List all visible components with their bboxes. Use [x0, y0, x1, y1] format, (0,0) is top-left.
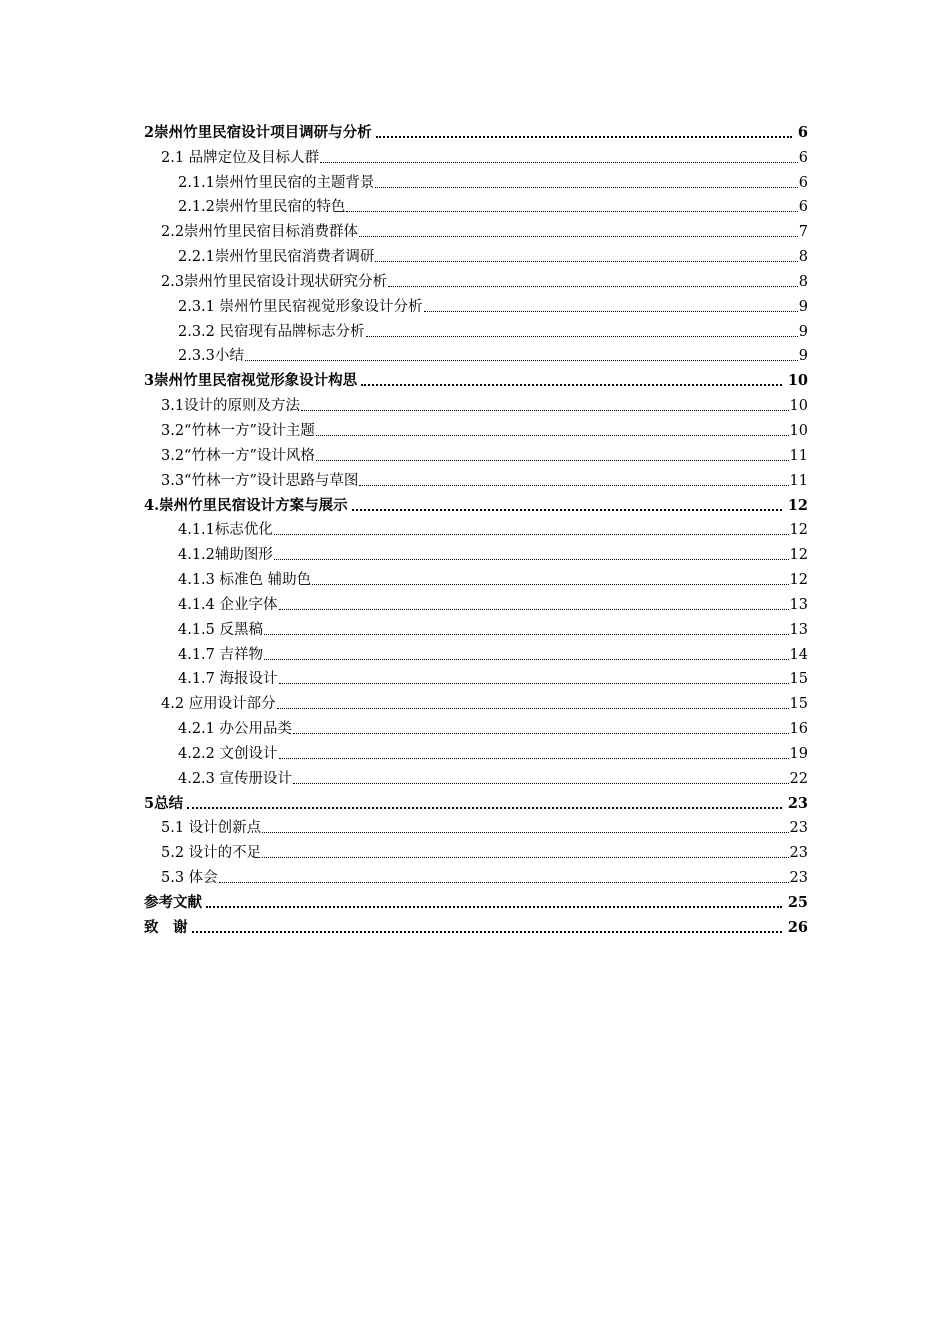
toc-entry[interactable] — [144, 813, 808, 838]
toc-entry-title: 5总结 — [144, 794, 184, 812]
toc-entry-title: 4.2.1 办公用品类 — [178, 721, 293, 738]
toc-entry-page-number: 9 — [798, 323, 808, 340]
toc-entry[interactable] — [144, 539, 808, 564]
toc-dot-leader — [192, 931, 782, 933]
toc-entry-page-number: 13 — [789, 621, 808, 638]
toc-dot-leader — [388, 286, 798, 287]
toc-dot-leader — [279, 683, 789, 684]
toc-dot-leader — [264, 634, 789, 635]
toc-entry[interactable] — [144, 589, 808, 614]
toc-entry[interactable] — [144, 490, 808, 515]
toc-entry[interactable] — [144, 192, 808, 217]
toc-entry-page-number: 10 — [789, 422, 808, 439]
toc-entry[interactable] — [144, 862, 808, 887]
toc-entry[interactable] — [144, 564, 808, 589]
toc-dot-leader — [376, 136, 792, 138]
toc-entry-page-number: 9 — [798, 298, 808, 315]
toc-entry-page-number: 25 — [787, 894, 808, 911]
toc-dot-leader — [375, 187, 797, 188]
toc-entry-page-number: 23 — [787, 794, 808, 812]
toc-entry[interactable] — [144, 241, 808, 266]
toc-entry-title: 2.1.2崇州竹里民宿的特色 — [178, 199, 346, 216]
toc-entry[interactable] — [144, 440, 808, 465]
toc-entry-title: 4.崇州竹里民宿设计方案与展示 — [144, 496, 348, 514]
toc-entry-page-number: 15 — [789, 671, 808, 688]
toc-entry[interactable] — [144, 688, 808, 713]
toc-entry-page-number: 6 — [798, 174, 808, 191]
toc-dot-leader — [361, 384, 782, 386]
toc-entry-page-number: 6 — [798, 199, 808, 216]
toc-entry-title: 4.1.4 企业字体 — [178, 596, 278, 613]
toc-entry-page-number: 26 — [787, 918, 808, 936]
toc-entry-page-number: 11 — [789, 472, 808, 489]
toc-entry-title: 5.1 设计创新点 — [161, 820, 262, 837]
toc-entry-page-number: 19 — [789, 745, 808, 762]
toc-dot-leader — [277, 708, 789, 709]
toc-dot-leader — [346, 211, 797, 212]
toc-entry[interactable] — [144, 788, 808, 813]
toc-entry-page-number: 7 — [798, 224, 808, 241]
toc-entry-page-number: 23 — [789, 870, 808, 887]
toc-dot-leader — [375, 261, 797, 262]
toc-dot-leader — [279, 609, 789, 610]
toc-entry-title: 4.1.3 标准色 辅助色 — [178, 572, 312, 589]
toc-dot-leader — [279, 758, 789, 759]
toc-entry-page-number: 15 — [789, 696, 808, 713]
toc-entry[interactable] — [144, 117, 808, 142]
toc-entry-page-number: 23 — [789, 820, 808, 837]
toc-entry[interactable] — [144, 664, 808, 689]
toc-entry[interactable] — [144, 341, 808, 366]
toc-dot-leader — [312, 584, 788, 585]
toc-entry-title: 4.1.7 吉祥物 — [178, 646, 264, 663]
toc-entry[interactable] — [144, 639, 808, 664]
toc-entry[interactable] — [144, 465, 808, 490]
toc-entry-title: 2崇州竹里民宿设计项目调研与分析 — [144, 123, 372, 141]
toc-entry-title: 3.1设计的原则及方法 — [161, 398, 301, 415]
toc-entry-page-number: 11 — [789, 447, 808, 464]
toc-entry-title: 2.3崇州竹里民宿设计现状研究分析 — [161, 273, 388, 290]
toc-entry-page-number: 13 — [789, 596, 808, 613]
toc-entry[interactable] — [144, 912, 808, 937]
toc-entry[interactable] — [144, 291, 808, 316]
toc-entry[interactable] — [144, 216, 808, 241]
toc-dot-leader — [262, 857, 788, 858]
toc-dot-leader — [316, 460, 789, 461]
toc-dot-leader — [359, 236, 798, 237]
toc-entry[interactable] — [144, 266, 808, 291]
toc-entry-title: 2.3.3小结 — [178, 348, 244, 365]
table-of-contents — [144, 117, 808, 937]
toc-entry-title: 2.1 品牌定位及目标人群 — [161, 149, 320, 166]
toc-entry-title: 3.2“竹林一方”设计主题 — [161, 422, 315, 439]
toc-entry-title: 3崇州竹里民宿视觉形象设计构思 — [144, 372, 358, 390]
toc-entry-title: 4.1.7 海报设计 — [178, 671, 278, 688]
toc-entry-page-number: 16 — [789, 721, 808, 738]
toc-entry[interactable] — [144, 390, 808, 415]
toc-entry[interactable] — [144, 837, 808, 862]
toc-dot-leader — [366, 336, 798, 337]
toc-entry-page-number: 6 — [798, 149, 808, 166]
toc-entry[interactable] — [144, 887, 808, 912]
toc-dot-leader — [274, 559, 789, 560]
toc-dot-leader — [320, 162, 798, 163]
toc-dot-leader — [352, 509, 782, 511]
toc-entry[interactable] — [144, 763, 808, 788]
toc-entry-title: 2.1.1崇州竹里民宿的主题背景 — [178, 174, 375, 191]
toc-entry[interactable] — [144, 365, 808, 390]
toc-entry-page-number: 14 — [789, 646, 808, 663]
toc-dot-leader — [274, 534, 789, 535]
toc-dot-leader — [359, 485, 788, 486]
toc-entry-page-number: 12 — [787, 496, 808, 514]
toc-entry-title: 2.3.1 崇州竹里民宿视觉形象设计分析 — [178, 298, 423, 315]
toc-entry-page-number: 12 — [789, 547, 808, 564]
toc-dot-leader — [245, 360, 798, 361]
toc-entry-title: 2.2.1崇州竹里民宿消费者调研 — [178, 249, 375, 266]
toc-dot-leader — [293, 733, 789, 734]
toc-entry-title: 2.3.2 民宿现有品牌标志分析 — [178, 323, 365, 340]
toc-entry-page-number: 22 — [789, 770, 808, 787]
toc-entry-page-number: 12 — [789, 522, 808, 539]
toc-entry-title: 4.2.3 宣传册设计 — [178, 770, 293, 787]
toc-entry-title: 5.3 体会 — [161, 870, 218, 887]
toc-entry[interactable] — [144, 316, 808, 341]
toc-dot-leader — [264, 659, 789, 660]
toc-entry-title: 5.2 设计的不足 — [161, 845, 262, 862]
toc-entry-page-number: 12 — [789, 572, 808, 589]
toc-entry-title: 4.1.5 反黑稿 — [178, 621, 264, 638]
toc-entry-title: 2.2崇州竹里民宿目标消费群体 — [161, 224, 359, 241]
toc-dot-leader — [219, 882, 789, 883]
toc-entry-page-number: 6 — [797, 123, 808, 141]
toc-entry[interactable] — [144, 415, 808, 440]
toc-entry[interactable] — [144, 713, 808, 738]
toc-entry-page-number: 8 — [798, 249, 808, 266]
toc-entry[interactable] — [144, 142, 808, 167]
toc-entry-title: 4.1.1标志优化 — [178, 522, 273, 539]
toc-entry[interactable] — [144, 738, 808, 763]
toc-entry-title: 4.2 应用设计部分 — [161, 696, 276, 713]
toc-dot-leader — [424, 311, 798, 312]
toc-entry-page-number: 23 — [789, 845, 808, 862]
toc-entry-page-number: 10 — [787, 372, 808, 390]
toc-entry[interactable] — [144, 167, 808, 192]
toc-entry-title: 3.3“竹林一方”设计思路与草图 — [161, 472, 359, 489]
toc-entry-title: 4.1.2辅助图形 — [178, 547, 273, 564]
toc-entry-page-number: 10 — [789, 398, 808, 415]
toc-entry-page-number: 8 — [798, 273, 808, 290]
toc-entry-title: 致 谢 — [144, 918, 188, 936]
toc-entry-title: 4.2.2 文创设计 — [178, 745, 278, 762]
toc-dot-leader — [301, 410, 788, 411]
toc-dot-leader — [187, 807, 782, 809]
toc-entry[interactable] — [144, 515, 808, 540]
toc-entry-title: 参考文献 — [144, 894, 202, 911]
toc-dot-leader — [316, 435, 789, 436]
toc-entry-page-number: 9 — [798, 348, 808, 365]
toc-entry-title: 3.2“竹林一方”设计风格 — [161, 447, 315, 464]
toc-entry[interactable] — [144, 614, 808, 639]
toc-dot-leader — [293, 783, 789, 784]
toc-dot-leader — [262, 832, 788, 833]
toc-dot-leader — [206, 906, 782, 908]
